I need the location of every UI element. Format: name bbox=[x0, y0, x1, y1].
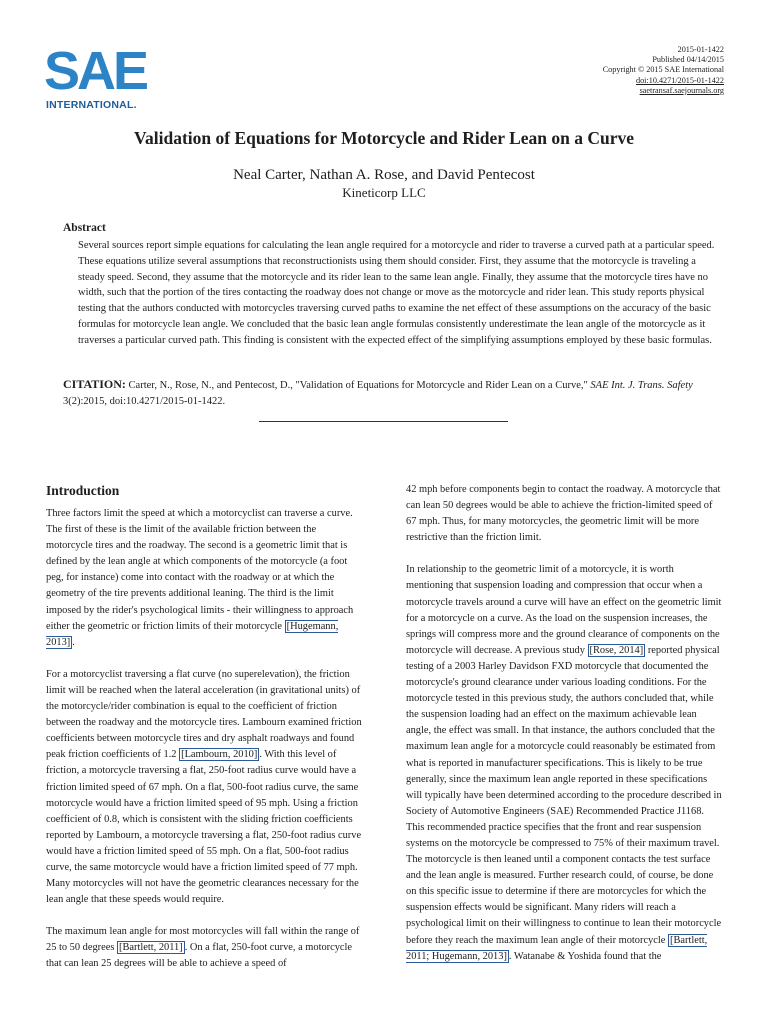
citation-volume: 3(2):2015, doi:10.4271/2015-01-1422. bbox=[63, 396, 226, 407]
right-column bbox=[406, 482, 722, 981]
intro-p2-text-b: . With this level of friction, a motorcycle traversing a flat, 250-foot radius curve would have a friction limited speed of 67 mph. On a flat, 500-foot radius curve, the same motorcycle would have a friction limited speed of 95 mph. Using a friction coefficient of 0.8, which is consistent with the sliding friction coefficients reported by Lambourn, a motorcycle traversing a flat, 250-foot radius curve would have a friction limited speed of 55 mph. On a flat, 500-foot radius curve, the same motorcycle would have a friction limited speed of 77 mph. Many motorcycles will not have the geometric clearances necessary for the lean angle that these speeds would require. bbox=[46, 749, 362, 906]
abstract-text: Several sources report simple equations for calculating the lean angle required for a motorcycle and rider to traverse a curved path at a particular speed. These equations utilize several assumptions that reconstructionists using them should consider. First, they assume that the motorcycle is traveling a steady speed. Second, they assume that the motorcycle and its rider lean to the same lean angle. Finally, they assume that the motorcycle tires have no width, such that the portion of the tires contacting the roadway does not change or move as the motorcycle and rider lean. This study reports physical testing that the authors conducted with motorcycles traversing curved paths to examine the net effect of these assumptions on the accuracy of the basic formulas for motorcycle lean angle. We concluded that the basic lean angle formulas consistently underestimate the lean angle of the motorcycle as it traverses a particular curved path. This finding is consistent with the expected effect of the simplifying assumptions employed by these basic formulas. bbox=[78, 240, 715, 346]
right-p2-text-b: reported physical testing of a 2003 Harley Davidson FXD motorcycle that documented the motorcycle's ground clearance under various loading conditions. For the motorcycle tested in this previous study, the authors concluded that, while the suspension loading had an effect on the maximum achievable lean angle, the effect was small. In that instance, the authors concluded that the maximum lean angle for a motorcycle could reasonably be estimated from what is reported in manufacturer specifications. This is likely to be true generally, since the maximum lean angle reported in these specifications will typically have been determined according to the procedure described in Society of Automotive Engineers (SAE) Recommended Practice J1168. This recommended practice specifies that the front and rear suspension systems on the motorcycle be compressed to 75% of their maximum travel. The motorcycle is then leaned until a component contacts the test surface and the lean angle is measured. Further research could, of course, be done on this specific issue to determine if there are motorcycles for which the suspension effects would be significant. Many riders will reach a psychological limit on their willingness to continue to lean their motorcycle before they reach the maximum lean angle of their motorcycle bbox=[406, 644, 722, 946]
paper-id: 2015-01-1422 bbox=[677, 45, 724, 54]
reference-link[interactable]: [Bartlett, 2011; Hugemann, 2013] bbox=[406, 934, 708, 962]
journal-link[interactable]: saetransaf.saejournals.org bbox=[639, 85, 724, 95]
publication-meta bbox=[603, 45, 724, 96]
citation bbox=[63, 376, 723, 410]
reference-link[interactable]: [Bartlett, 2011] bbox=[119, 942, 183, 954]
reference-link[interactable]: [Hugemann, 2013] bbox=[46, 620, 339, 648]
sae-logo bbox=[44, 41, 147, 112]
affiliation: Kineticorp LLC bbox=[342, 185, 426, 200]
intro-p1-text: Three factors limit the speed at which a motorcyclist can traverse a curve. The first of these is the limit of the available friction between the motorcycle tires and the roadway. The second is a geometric limit that is defined by the lean angle at which components of the motorcycle (a foot peg, for instance) come into contact with the roadway or at which the geometry of the tire prevents additional leaning. The third is the limit imposed by the rider's psychological limits - their willingness to approach either the geometric or friction limits of their motorcycle bbox=[46, 508, 354, 632]
right-paragraph-2 bbox=[406, 562, 722, 964]
reference-link[interactable]: [Lambourn, 2010] bbox=[181, 749, 258, 761]
copyright: Copyright © 2015 SAE International bbox=[602, 65, 724, 75]
sae-logo-subtitle: INTERNATIONAL. bbox=[46, 99, 137, 111]
intro-p3-text-a: The maximum lean angle for most motorcycles will fall within the range of 25 to 50 degrees bbox=[46, 926, 360, 954]
intro-p2-text-a: For a motorcyclist traversing a flat curve (no superelevation), the friction limit will be reached when the lateral acceleration (in gravitational units) of the motorcycle/rider combination is equal to the coefficient of friction between the roadway and the motorcycle tires. Lambourn examined friction coefficients between motorcycle tires and dry asphalt roadways and found peak friction coefficients of 1.2 bbox=[46, 668, 362, 761]
citation-label: CITATION: bbox=[63, 377, 126, 391]
abstract-heading: Abstract bbox=[63, 222, 106, 234]
section-divider bbox=[259, 421, 508, 422]
intro-paragraph-2 bbox=[46, 667, 362, 908]
doi-link[interactable]: doi:10.4271/2015-01-1422 bbox=[635, 75, 724, 85]
sae-logo-mark: SAE bbox=[44, 41, 147, 101]
citation-journal: SAE Int. J. Trans. Safety bbox=[590, 380, 693, 391]
right-p2-text-c: . Watanabe & Yoshida found that the bbox=[508, 950, 662, 962]
published-date: Published 04/14/2015 bbox=[652, 55, 724, 65]
reference-link[interactable]: [Rose, 2014] bbox=[589, 644, 644, 656]
right-p2-text-a: In relationship to the geometric limit of a motorcycle, it is worth mentioning that suspension loading and compression that occur when a motorcycle travels around a curve will have an effect on the geometric limit for a motorcycle on a curve. As the load on the suspension increases, the springs will compress more and the ground clearance of components on the motorcycle will decrease. A previous study bbox=[406, 564, 722, 656]
intro-p3-text-b: . On a flat, 250-foot curve, a motorcycle that can lean 25 degrees will be able to achieve a speed of bbox=[46, 942, 353, 970]
intro-paragraph-1: Three factors limit the speed at which a motorcyclist can traverse a curve. The first of these is the limit of the available friction between the motorcycle tires and the roadway. The second is a geometric limit that is defined by the lean angle at which components of the motorcycle (a foot peg, for instance) come into contact with the roadway or at which the geometry of the tire prevents additional leaning. The third is the limit imposed by the rider's psychological limits - their willingness to approach either the geometric or friction limits of their motorcycle [Hugemann, 2013] . bbox=[46, 508, 354, 648]
right-paragraph-1: 42 mph before components begin to contact the roadway. A motorcycle that can lean 50 degrees would be able to achieve the friction-limited speed of 67 mph. Thus, for many motorcycles, the geometric limit will be more restrictive than the friction limit. bbox=[406, 484, 721, 544]
introduction-heading: Introduction bbox=[46, 483, 120, 498]
paper-title: Validation of Equations for Motorcycle and Rider Lean on a Curve bbox=[133, 128, 635, 148]
author-list: Neal Carter, Nathan A. Rose, and David Pentecost bbox=[233, 167, 535, 183]
left-column bbox=[46, 482, 362, 989]
citation-text: Carter, N., Rose, N., and Pentecost, D., "Validation of Equations for Motorcycle and Rider Lean on a Curve," bbox=[128, 380, 588, 391]
intro-paragraph-3 bbox=[46, 924, 362, 972]
